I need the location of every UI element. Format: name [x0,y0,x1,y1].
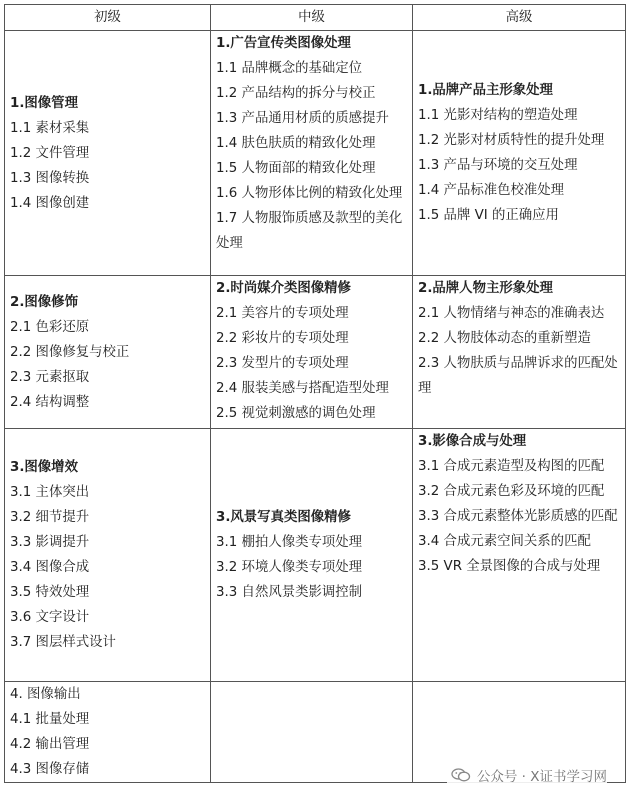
list-item: 2.2 人物肢体动态的重新塑造 [418,331,591,346]
list-item: 2.4 结构调整 [10,394,90,410]
section-title: 2.图像修饰 [10,294,78,310]
list-item: 2.2 彩妆片的专项处理 [216,331,349,346]
list-item: 3.2 细节提升 [10,510,90,525]
list-item: 1.1 光影对结构的塑造处理 [418,108,578,123]
list-item: 2.3 元素抠取 [10,369,90,385]
list-item: 3.5 VR 全景图像的合成与处理 [418,559,601,574]
cell-basic [5,682,211,783]
list-item: 1.3 产品与环境的交互处理 [418,158,578,173]
watermark-text: 公众号 · X证书学习网 [476,769,607,785]
cell-advanced [413,276,626,429]
list-item: 4.2 输出管理 [10,737,90,752]
list-item: 2.2 图像修复与校正 [10,344,130,360]
wechat-icon [451,768,471,782]
list-item: 3.3 合成元素整体光影质感的匹配 [418,509,618,524]
cell-intermediate [211,682,413,783]
list-item: 1.1 素材采集 [10,120,90,136]
list-item: 3.1 合成元素造型及构图的匹配 [418,459,605,474]
cell-intermediate [211,31,413,276]
cell-basic [5,31,211,276]
section-title: 4. 图像输出 [10,687,81,702]
section-title: 3.影像合成与处理 [418,434,527,449]
section-title: 1.品牌产品主形象处理 [418,83,553,98]
header-intermediate: 中级 [211,5,413,31]
list-item: 2.5 视觉刺激感的调色处理 [216,406,376,421]
list-item: 3.3 自然风景类影调控制 [216,585,363,600]
table-row [5,429,626,682]
list-item: 3.6 文字设计 [10,610,90,625]
list-item: 3.5 特效处理 [10,585,90,600]
section-title: 3.风景写真类图像精修 [216,510,351,525]
list-item: 3.7 图层样式设计 [10,635,116,650]
skills-table [4,4,626,783]
cell-advanced [413,31,626,276]
list-item: 1.6 人物形体比例的精致化处理 [216,186,403,201]
list-item: 4.1 批量处理 [10,712,90,727]
list-item: 1.5 人物面部的精致化处理 [216,161,376,176]
header-advanced: 高级 [413,5,626,31]
section-title: 2.品牌人物主形象处理 [418,281,553,296]
list-item: 1.4 图像创建 [10,195,90,211]
list-item: 3.1 主体突出 [10,485,90,500]
list-item: 1.5 品牌 VI 的正确应用 [418,208,559,223]
list-item: 1.3 产品通用材质的质感提升 [216,111,389,126]
table-row [5,276,626,429]
section-title: 2.时尚媒介类图像精修 [216,281,351,296]
list-item: 2.3 发型片的专项处理 [216,356,349,371]
header-row [5,5,626,31]
list-item: 3.1 棚拍人像类专项处理 [216,535,363,550]
list-item: 3.2 合成元素色彩及环境的匹配 [418,484,605,499]
list-item: 2.3 人物肤质与品牌诉求的匹配处理 [418,356,618,396]
list-item: 2.1 美容片的专项处理 [216,306,349,321]
section-title: 1.图像管理 [10,95,78,111]
section-title: 1.广告宣传类图像处理 [216,36,351,51]
list-item: 3.4 图像合成 [10,560,90,575]
table-row [5,31,626,276]
cell-basic [5,276,211,429]
list-item: 3.4 合成元素空间关系的匹配 [418,534,591,549]
list-item: 1.4 肤色肤质的精致化处理 [216,136,376,151]
section-title: 3.图像增效 [10,460,78,475]
list-item: 1.3 图像转换 [10,170,90,186]
list-item: 1.2 文件管理 [10,145,90,161]
list-item: 1.4 产品标准色校准处理 [418,183,565,198]
list-item: 1.7 人物服饰质感及款型的美化处理 [216,211,403,251]
list-item: 2.1 人物情绪与神态的准确表达 [418,306,605,321]
cell-intermediate [211,429,413,682]
cell-basic [5,429,211,682]
watermark [447,765,607,785]
cell-advanced [413,429,626,682]
list-item: 4.3 图像存储 [10,762,90,777]
list-item: 2.1 色彩还原 [10,319,90,335]
list-item: 1.1 品牌概念的基础定位 [216,61,363,76]
list-item: 1.2 产品结构的拆分与校正 [216,86,376,101]
list-item: 2.4 服装美感与搭配造型处理 [216,381,389,396]
header-basic: 初级 [5,5,211,31]
list-item: 1.2 光影对材质特性的提升处理 [418,133,605,148]
list-item: 3.3 影调提升 [10,535,90,550]
cell-intermediate [211,276,413,429]
list-item: 3.2 环境人像类专项处理 [216,560,363,575]
